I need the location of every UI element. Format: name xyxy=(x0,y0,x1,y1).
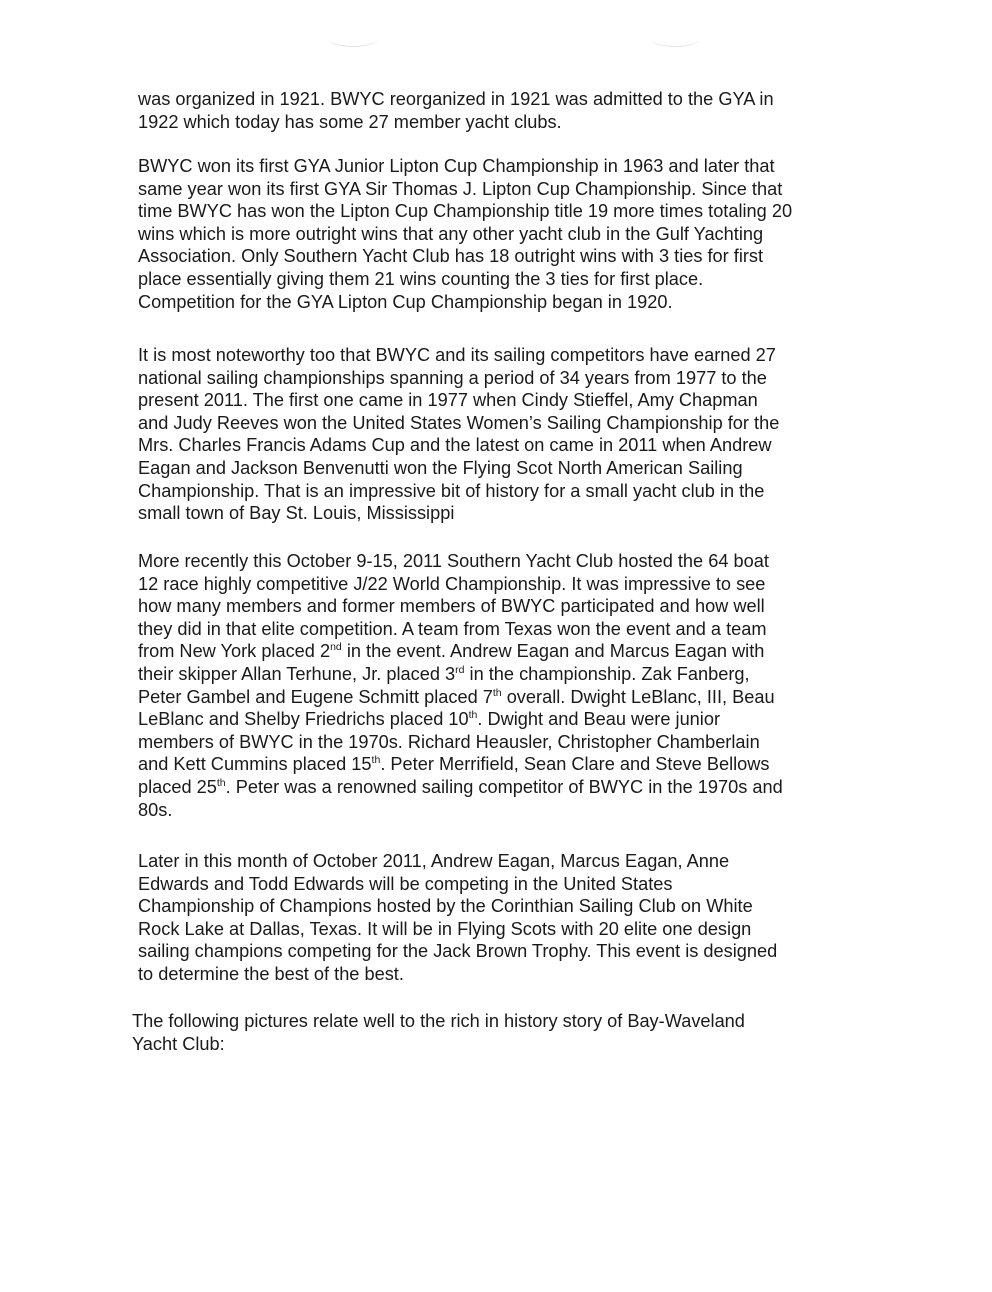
text-segment: from New York placed 2 xyxy=(138,641,331,662)
text-segment: Mrs. Charles Francis Adams Cup and the latest on came in 2011 when Andrew xyxy=(138,435,772,456)
text-segment: 80s. xyxy=(138,799,173,820)
text-segment: Rock Lake at Dallas, Texas. It will be in Flying Scots with 20 elite one design xyxy=(138,918,752,939)
text-segment: Peter Gambel and Eugene Schmitt placed 7 xyxy=(138,686,493,707)
text-segment: It is most noteworthy too that BWYC and its sailing competitors have earned 27 xyxy=(138,345,776,365)
text-segment: LeBlanc and Shelby Friedrichs placed 10 xyxy=(138,709,469,730)
text-segment: in the event. Andrew Eagan and Marcus Eagan with xyxy=(341,641,765,662)
text-line xyxy=(138,753,860,776)
text-line xyxy=(138,200,860,223)
text-segment: Association. Only Southern Yacht Club has 18 outright wins with 3 ties for first xyxy=(138,246,764,267)
text-segment: same year won its first GYA Sir Thomas J. Lipton Cup Championship. Since that xyxy=(138,178,783,199)
text-segment: More recently this October 9-15, 2011 Southern Yacht Club hosted the 64 boat xyxy=(138,551,769,571)
text-line xyxy=(138,155,860,178)
text-line xyxy=(138,223,860,246)
text-line xyxy=(138,268,860,291)
text-segment: . Peter was a renowned sailing competitor of BWYC in the 1970s and xyxy=(225,776,783,797)
text-line xyxy=(132,1033,854,1056)
text-line xyxy=(138,88,860,111)
text-segment: Championship. That is an impressive bit of history for a small yacht club in the xyxy=(138,480,765,501)
text-line xyxy=(138,550,860,573)
text-segment: place essentially giving them 21 wins counting the 3 ties for first place. xyxy=(138,268,704,289)
text-segment: overall. Dwight LeBlanc, III, Beau xyxy=(501,686,775,707)
paragraph-championship-of-champions xyxy=(138,850,860,986)
text-line xyxy=(138,686,860,709)
text-segment: national sailing championships spanning a period of 34 years from 1977 to the xyxy=(138,367,767,388)
text-segment: 1922 which today has some 27 member yacht clubs. xyxy=(138,111,562,132)
text-line xyxy=(138,457,860,480)
text-segment: members of BWYC in the 1970s. Richard Heausler, Christopher Chamberlain xyxy=(138,731,760,752)
text-segment: Championship of Champions hosted by the Corinthian Sailing Club on White xyxy=(138,896,753,917)
text-segment: and Kett Cummins placed 15 xyxy=(138,754,372,775)
text-segment: was organized in 1921. BWYC reorganized in 1921 was admitted to the GYA in xyxy=(138,89,774,109)
text-segment: Later in this month of October 2011, Andrew Eagan, Marcus Eagan, Anne xyxy=(138,851,730,871)
text-segment: Eagan and Jackson Benvenutti won the Flying Scot North American Sailing xyxy=(138,457,743,478)
ordinal-suffix: th xyxy=(371,754,381,767)
text-segment: their skipper Allan Terhune, Jr. placed 3 xyxy=(138,663,456,684)
text-line xyxy=(138,776,860,799)
text-segment: they did in that elite competition. A team from Texas won the event and a team xyxy=(138,618,767,639)
text-segment: in the championship. Zak Fanberg, xyxy=(464,663,750,684)
paragraph-lipton-cup xyxy=(138,155,860,313)
text-segment: Competition for the GYA Lipton Cup Championship began in 1920. xyxy=(138,291,673,312)
paragraph-gya-membership xyxy=(138,88,860,133)
ordinal-suffix: th xyxy=(216,776,226,789)
text-line xyxy=(138,731,860,754)
ordinal-suffix: rd xyxy=(455,663,465,676)
text-line xyxy=(138,708,860,731)
scan-artifact xyxy=(328,30,378,47)
text-segment: Edwards and Todd Edwards will be competing in the United States xyxy=(138,873,673,894)
ordinal-suffix: th xyxy=(468,709,478,722)
text-segment: wins which is more outright wins that any other yacht club in the Gulf Yachting xyxy=(138,223,764,244)
text-segment: time BWYC has won the Lipton Cup Championship title 19 more times totaling 20 xyxy=(138,201,793,222)
text-line xyxy=(138,663,860,686)
text-segment: 12 race highly competitive J/22 World Championship. It was impressive to see xyxy=(138,573,766,594)
paragraph-j22-world-championship xyxy=(138,550,860,821)
text-segment: BWYC won its first GYA Junior Lipton Cup Championship in 1963 and later that xyxy=(138,156,775,176)
text-segment: to determine the best of the best. xyxy=(138,963,404,984)
text-line xyxy=(138,389,860,412)
text-line xyxy=(138,178,860,201)
text-line xyxy=(138,434,860,457)
text-segment: and Judy Reeves won the United States Women’s Sailing Championship for the xyxy=(138,412,780,433)
text-line xyxy=(138,918,860,941)
text-line xyxy=(138,367,860,390)
text-segment: The following pictures relate well to the rich in history story of Bay-Waveland xyxy=(132,1011,745,1031)
text-line xyxy=(138,940,860,963)
text-line xyxy=(138,245,860,268)
text-line xyxy=(138,850,860,873)
text-line xyxy=(138,573,860,596)
ordinal-suffix: nd xyxy=(330,641,342,654)
paragraph-pictures-intro xyxy=(132,1010,854,1055)
text-line xyxy=(138,344,860,367)
text-line xyxy=(138,873,860,896)
text-line xyxy=(138,618,860,641)
ordinal-suffix: th xyxy=(492,686,502,699)
text-segment: Yacht Club: xyxy=(132,1033,225,1054)
text-line xyxy=(138,799,860,822)
text-line xyxy=(138,895,860,918)
text-line xyxy=(132,1010,854,1033)
text-segment: small town of Bay St. Louis, Mississippi xyxy=(138,503,455,524)
scan-artifact xyxy=(650,30,700,47)
text-line xyxy=(138,480,860,503)
text-line xyxy=(138,963,860,986)
text-line xyxy=(138,502,860,525)
text-line xyxy=(138,291,860,314)
paragraph-national-championships xyxy=(138,344,860,525)
text-segment: how many members and former members of BWYC participated and how well xyxy=(138,596,765,617)
text-line xyxy=(138,412,860,435)
text-segment: . Dwight and Beau were junior xyxy=(477,709,721,730)
text-segment: sailing champions competing for the Jack Brown Trophy. This event is designed xyxy=(138,941,778,962)
text-line xyxy=(138,111,860,134)
text-line xyxy=(138,640,860,663)
text-line xyxy=(138,595,860,618)
text-segment: . Peter Merrifield, Sean Clare and Steve Bellows xyxy=(380,754,770,775)
text-segment: present 2011. The first one came in 1977 when Cindy Stieffel, Amy Chapman xyxy=(138,390,758,411)
text-segment: placed 25 xyxy=(138,776,217,797)
